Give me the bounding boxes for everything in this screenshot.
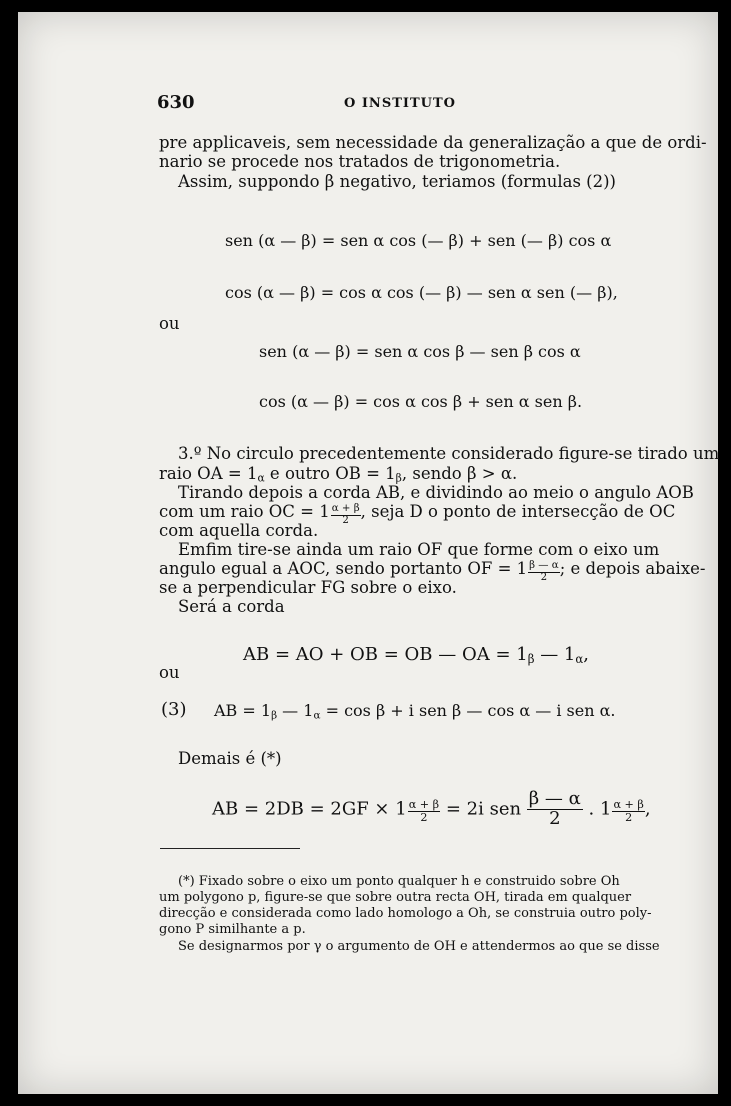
footnote-rule <box>160 848 300 849</box>
equation-fragment: — 1 <box>277 701 314 720</box>
equation-fragment: = cos β + i sen β — cos α — i sen α. <box>320 701 616 720</box>
text-line: ou <box>159 663 180 682</box>
equation <box>212 790 651 829</box>
equation: sen (α — β) = sen α cos (— β) + sen (— β) cos α <box>225 231 612 250</box>
fraction <box>527 790 583 829</box>
text-fragment: , seja D o ponto de intersecção de OC <box>360 502 676 521</box>
fraction-numerator: α + β <box>613 797 644 811</box>
equation-fragment: , <box>644 798 651 820</box>
equation-fragment: AB = AO + OB = OB — OA = 1 <box>243 644 528 665</box>
footnote-line: um polygono p, figure-se que sobre outra recta OH, tirada em qualquer <box>159 890 632 905</box>
footnote-line: gono P similhante a p. <box>159 922 306 937</box>
fraction-denominator: 2 <box>540 571 548 583</box>
equation: cos (α — β) = cos α cos (— β) — sen α sen (— β), <box>225 283 618 302</box>
text-line: pre applicaveis, sem necessidade da generalização a que de ordi- <box>159 133 707 152</box>
subscript: α <box>575 651 584 666</box>
subscript: α <box>257 471 265 485</box>
fraction-numerator: α + β <box>331 502 360 514</box>
fraction-denominator: 2 <box>342 514 349 526</box>
book-page <box>18 12 718 1094</box>
equation-fragment: . 1 <box>582 798 612 820</box>
subscript-fraction <box>408 799 440 823</box>
text-line: Emfim tire-se ainda um raio OF que forme com o eixo um <box>178 540 660 559</box>
text-line: Assim, suppondo β negativo, teriamos (formulas (2)) <box>178 172 616 191</box>
text-line: Tirando depois a corda AB, e dividindo ao meio o angulo AOB <box>178 483 694 502</box>
subscript: β <box>527 651 535 666</box>
fraction-denominator: 2 <box>420 810 428 824</box>
subscript: β <box>271 709 278 722</box>
text-line: se a perpendicular FG sobre o eixo. <box>159 578 457 597</box>
footnote-line: (*) Fixado sobre o eixo um ponto qualquer h e construido sobre Oh <box>178 874 620 889</box>
equation: sen (α — β) = sen α cos β — sen β cos α <box>259 342 581 361</box>
subscript: α <box>313 709 321 722</box>
text-fragment: ; e depois abaixe- <box>559 559 706 578</box>
text-line: ou <box>159 314 180 333</box>
footnote-line: Se designarmos por γ o argumento de OH e attendermos ao que se disse <box>178 939 660 954</box>
subscript-fraction <box>331 504 361 526</box>
equation-label: (3) <box>161 699 187 720</box>
equation <box>214 701 616 722</box>
subscript: β <box>395 471 402 485</box>
fraction-numerator: β — α <box>528 788 581 809</box>
text-line: 3.º No circulo precedentemente considerado figure-se tirado um <box>178 444 720 463</box>
subscript-fraction <box>528 561 560 583</box>
equation-fragment: AB = 2DB = 2GF × 1 <box>212 798 407 820</box>
text-line: nario se procede nos tratados de trigonometria. <box>159 152 561 171</box>
text-fragment: e outro OB = 1 <box>264 464 396 483</box>
text-fragment: raio OA = 1 <box>159 464 258 483</box>
fraction-denominator: 2 <box>549 807 561 829</box>
text-fragment: , sendo β > α. <box>401 464 518 483</box>
text-fragment: com um raio OC = 1 <box>159 502 330 521</box>
text-line: com aquella corda. <box>159 521 319 540</box>
fraction-numerator: α + β <box>408 797 440 811</box>
equation-fragment: , <box>583 644 590 665</box>
fraction-numerator: β — α <box>529 559 559 571</box>
subscript-fraction <box>612 799 644 823</box>
equation: cos (α — β) = cos α cos β + sen α sen β. <box>259 392 583 411</box>
text-line: Demais é (*) <box>178 749 282 768</box>
equation-fragment: — 1 <box>534 644 576 665</box>
equation <box>243 644 589 666</box>
footnote-line: direcção e considerada como lado homologo a Oh, se construia outro poly- <box>159 906 652 921</box>
running-title: O INSTITUTO <box>344 96 456 111</box>
equation-fragment: AB = 1 <box>214 701 272 720</box>
fraction-denominator: 2 <box>625 810 633 824</box>
text-line: Será a corda <box>178 597 285 616</box>
equation-fragment: = 2i sen <box>440 798 527 820</box>
text-fragment: angulo egual a AOC, sendo portanto OF = 1 <box>159 559 528 578</box>
page-number: 630 <box>157 92 195 113</box>
